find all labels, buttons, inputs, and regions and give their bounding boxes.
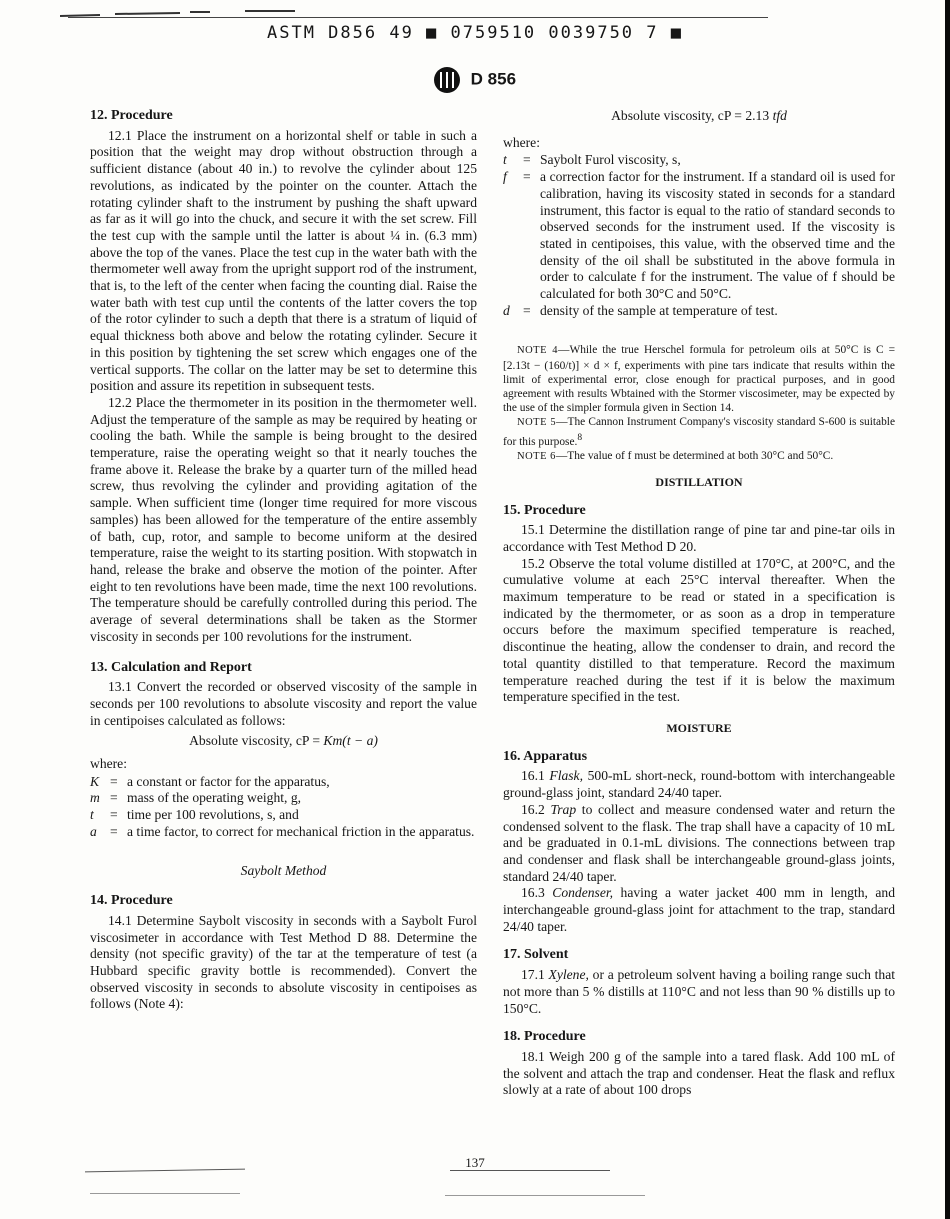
note-5: NOTE 5—The Cannon Instrument Company's viscosity standard S-600 is suitable for this purpose.$^8$ bbox=[503, 416, 895, 448]
paragraph-15-1: 15.1 Determine the distillation range of pine tar and pine-tar oils in accordance with Test Method D 20. bbox=[503, 522, 895, 554]
variable-row: t = time per 100 revolutions, s, and bbox=[90, 807, 299, 823]
section-13-heading: 13. Calculation and Report bbox=[90, 659, 252, 675]
document-code: ASTM D856 49 ■ 0759510 0039750 7 ■ bbox=[267, 23, 683, 43]
section-12-heading: 12. Procedure bbox=[90, 108, 173, 123]
header-rule bbox=[68, 17, 768, 18]
paragraph-13-1: 13.1 Convert the recorded or observed viscosity of the sample in seconds per 100 revolutions to absolute viscosity and report the value in centipoises calculated as follows: bbox=[90, 679, 477, 728]
paragraph-15-2: 15.2 Observe the total volume distilled at 170°C, at 200°C, and the cumulative volume at each 25°C interval thereafter. When the maximum temperature to be read or stated in a specification is indicated by the thermometer, or as soon as a drop in temperature occurs before the maximum specified temperature is reached, discontinue the heating, allow the condenser to drain, and record the total quantity distilled to that temperature. Record the maximum temperature reached during the test if it is below the maximum temperature specified in the test. bbox=[503, 555, 895, 705]
paragraph-16-3: 16.3 Condenser, having a water jacket 400 mm in length, and interchangeable ground-glass joint for attachment to the trap, standard 24/40 taper. bbox=[503, 885, 896, 934]
formula-stormer-expression: Km(t − a) bbox=[323, 733, 378, 749]
paragraph-18-1: 18.1 Weigh 200 g of the sample into a tared flask. Add 100 mL of the solvent and attach the trap and condenser. Heat the flask and reflux slowly at a rate of about 100 drops bbox=[503, 1048, 895, 1098]
right-column bbox=[503, 108, 895, 1099]
saybolt-method-subheading: Saybolt Method bbox=[240, 862, 327, 878]
section-15-heading: 15. Procedure bbox=[503, 502, 586, 518]
section-17-heading: 17. Solvent bbox=[503, 947, 569, 963]
formula-saybolt: Absolute viscosity, cP = 2.13 tfd bbox=[611, 108, 787, 123]
designation-number: D 856 bbox=[470, 69, 517, 89]
paragraph-12-2: 12.2 Place the thermometer in its position in the thermometer well. Adjust the temperature of the sample as may be required by heating or cooling the bath. While the sample is being brought to the desired temperature, raise the operating weight so that it nearly touches the frame above it. Release the brake by a quarter turn of the milled head screw, thus revolving the cylinder and providing agitation of the sample. When sufficient time (longer time required for more viscous samples) has been allowed for the temperature of the entire assembly of bath, cup, rotor, and sample to become uniform at the desired temperature, raise the weight to its starting position. With stopwatch in hand, release the brake and observe the motion of the pointer. After eight to ten revolutions have been made, time the next 100 revolutions. The temperature should be carefully controlled during this period. The average of several determinations shall be taken as the Stormer viscosity in seconds per 100 revolutions for the instrument. bbox=[90, 394, 477, 644]
where-label: where: bbox=[503, 134, 540, 150]
paragraph-17-1: 17.1 Xylene, or a petroleum solvent having a boiling range such that not more than 5 % distills at 110°C and not less than 90 % distills up to 150°C. bbox=[503, 967, 896, 1016]
moisture-heading: MOISTURE bbox=[666, 721, 732, 735]
paragraph-14-1: 14.1 Determine Saybolt viscosity in seconds with a Saybolt Furol viscosimeter in accordance with Test Method D 88. Determine the density (not specific gravity) of the tar at the temperature of test (a Hubbard specific gravity bottle is recommended). Convert the observed viscosity in seconds to absolute viscosity in centipoises as follows (Note 4): bbox=[90, 912, 477, 1012]
scan-artifact-line bbox=[445, 1195, 645, 1196]
variable-row: a = a time factor, to correct for mechanical friction in the apparatus. bbox=[90, 823, 475, 839]
section-16-heading: 16. Apparatus bbox=[503, 748, 588, 764]
where-label: where: bbox=[90, 756, 127, 772]
variable-row: t = Saybolt Furol viscosity, s, bbox=[503, 152, 681, 168]
formula-stormer: Absolute viscosity, cP = Km(t − a) bbox=[189, 733, 378, 749]
note-6: NOTE 6—The value of f must be determined at both 30°C and 50°C. bbox=[517, 449, 834, 462]
page-number: 137 bbox=[465, 1155, 485, 1170]
paragraph-16-2: 16.2 Trap to collect and measure condensed water and return the condensed solvent to the flask. The trap shall have a capacity of 10 mL and be graduated in 0.1-mL divisions. The connections between trap and condenser and flask shall be interchangeable ground-glass joints, standard 24/40 taper. bbox=[503, 801, 896, 884]
paragraph-16-1: 16.1 Flask, 500-mL short-neck, round-bottom with interchangeable ground-glass joint, standard 24/40 taper. bbox=[503, 768, 896, 801]
variable-list-saybolt bbox=[503, 152, 895, 319]
variable-list-stormer bbox=[90, 774, 477, 841]
section-14-heading: 14. Procedure bbox=[90, 893, 173, 909]
distillation-heading: DISTILLATION bbox=[655, 474, 743, 489]
section-18-heading: 18. Procedure bbox=[503, 1029, 586, 1045]
variable-row: m = mass of the operating weight, g, bbox=[90, 790, 302, 806]
formula-saybolt-expression: tfd bbox=[772, 108, 787, 123]
variable-row: f = a correction factor for the instrument. If a standard oil is used for calibration, having its viscosity stated in seconds for a standard instrument, this factor is equal to the ratio of standard seconds to observed seconds for the instrument used. If the viscosity is stated in centipoises, this value, with the observed time and the density of the oil shall be substituted in the above formula in order to calculate f for the instrument. The value of f should be calculated for both 30°C and 50°C. bbox=[503, 169, 895, 302]
designation-heading bbox=[0, 67, 950, 93]
scan-artifact-line bbox=[90, 1193, 240, 1194]
note-4: NOTE 4—While the true Herschel formula for petroleum oils at 50°C is C = [2.13t − (160/t)] × d × f, experiments with pine tars indicate that results within the limit of experimental error, close enough for practical purposes, and in good agreement with results Wbtained with the Stormer viscosimeter, may be expected by the use of the simpler formula given in Section 14. bbox=[503, 344, 895, 415]
variable-row: d = density of the sample at temperature of test. bbox=[503, 302, 778, 318]
variable-row: K = a constant or factor for the apparatus, bbox=[90, 773, 330, 789]
scan-edge-strip bbox=[945, 0, 950, 1219]
left-column bbox=[90, 108, 477, 1013]
paragraph-12-1: 12.1 Place the instrument on a horizontal shelf or table in such a position that the weight may drop without obstruction through a sufficient distance (about 40 in.) to revolve the cylinder about 125 revolutions, as indicated by the pointer on the counter. Attach the rotating cylinder shaft to the instrument by pushing the shaft upward as far as it will go into the chuck, and secure it with the set screw. Fill the test cup with the sample until the latter is about ¼ in. (6.3 mm) above the top of the vanes. Place the test cup in the water bath with the thermometer well away from the upright support rod of the instrument, that is, to the left of the center when facing the counting dial. Raise the water bath with test cup until the contents of the latter covers the top of the rotor cylinder to such a depth that there is a stratum of liquid of equal thickness both above and below the rotating cylinder. Secure it in this position by tightening the set screw which engages one of the vertical supports. The collar on the latter may be set to determine this position and assure its repetition in subsequent tests. bbox=[90, 127, 477, 394]
scan-artifact-marks bbox=[60, 7, 300, 17]
astm-logo-icon bbox=[434, 67, 460, 93]
